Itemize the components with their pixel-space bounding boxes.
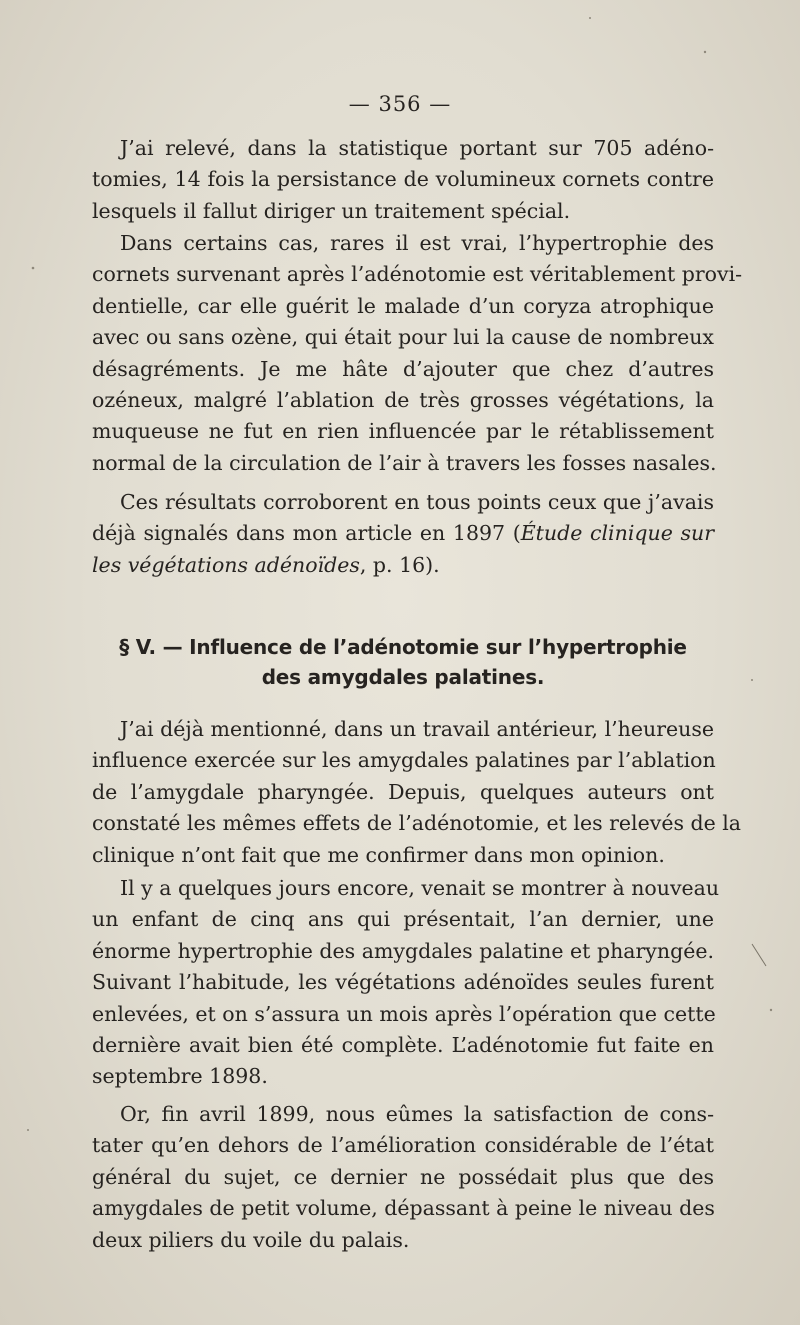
paragraph-6 (92, 1099, 714, 1256)
heading-line: des amygdales palatines. (261, 665, 545, 689)
text-line (92, 550, 714, 581)
text-run: déjà signalés dans mon article en 1897 ( (92, 521, 521, 546)
text-line: Ces résultats corroborent en tous points ceux que j’avais (120, 490, 714, 514)
text-line: dentielle, car elle guérit le malade d’un coryza atrophique (92, 293, 714, 318)
text-run: , p. 16). (359, 552, 440, 577)
text-line: constaté les mêmes effets de l’adénotomie, et les relevés de la (92, 811, 742, 836)
page-number: — 356 — (348, 92, 452, 116)
section-heading (92, 632, 714, 692)
text-line: tater qu’en dehors de l’amélioration considérable de l’état (92, 1133, 714, 1158)
text-line: septembre 1898. (92, 1064, 268, 1089)
paragraph-2 (92, 228, 743, 479)
text-line: avec ou sans ozène, qui était pour lui la cause de nombreux (92, 325, 714, 350)
text-line: influence exercée sur les amygdales palatines par l’ablation (92, 748, 716, 773)
paragraph-3 (92, 487, 714, 581)
text-line: clinique n’ont fait que me confirmer dans mon opinion. (92, 842, 665, 867)
text-line: J’ai relevé, dans la statistique portant sur 705 adéno- (120, 136, 714, 160)
text-line: général du sujet, ce dernier ne possédait plus que des (92, 1164, 714, 1189)
text-line: tomies, 14 fois la persistance de volumineux cornets contre (92, 167, 714, 192)
text-line: dernière avait bien été complète. L’adénotomie fut faite en (92, 1033, 714, 1058)
text-line (92, 518, 714, 549)
text-line: J’ai déjà mentionné, dans un travail antérieur, l’heureuse (120, 717, 714, 741)
italic-title: les végétations adénoïdes (92, 552, 360, 577)
paragraph-1 (92, 133, 714, 227)
text-line: un enfant de cinq ans qui présentait, l’an dernier, une (92, 907, 714, 932)
text-line: Suivant l’habitude, les végétations adénoïdes seules furent (92, 970, 714, 995)
text-line: muqueuse ne fut en rien influencée par le rétablissement (92, 419, 714, 444)
heading-line: § V. — Influence de l’adénotomie sur l’hypertrophie (119, 635, 687, 659)
text-line: enlevées, et on s’assura un mois après l’opération que cette (92, 1001, 716, 1026)
text-line: ozéneux, malgré l’ablation de très grosses végétations, la (92, 388, 714, 413)
text-line: Il y a quelques jours encore, venait se montrer à nouveau (120, 876, 720, 900)
text-line: amygdales de petit volume, dépassant à peine le niveau des (92, 1196, 715, 1221)
text-line: lesquels il fallut diriger un traitement spécial. (92, 198, 571, 223)
text-line: normal de la circulation de l’air à travers les fosses nasales. (92, 450, 717, 475)
text-line: désagréments. Je me hâte d’ajouter que chez d’autres (92, 356, 714, 381)
text-line: Or, fin avril 1899, nous eûmes la satisfaction de cons- (120, 1102, 714, 1126)
text-line: de l’amygdale pharyngée. Depuis, quelques auteurs ont (92, 779, 714, 804)
text-line: énorme hypertrophie des amygdales palatine et pharyngée. (92, 938, 714, 963)
text-line: deux piliers du voile du palais. (92, 1227, 410, 1252)
paragraph-5 (92, 873, 720, 1093)
italic-title: Étude clinique sur (520, 521, 714, 546)
text-line: Dans certains cas, rares il est vrai, l’hypertrophie des (120, 231, 714, 255)
text-line: cornets survenant après l’adénotomie est véritablement provi- (92, 262, 743, 287)
paragraph-4 (92, 714, 742, 871)
